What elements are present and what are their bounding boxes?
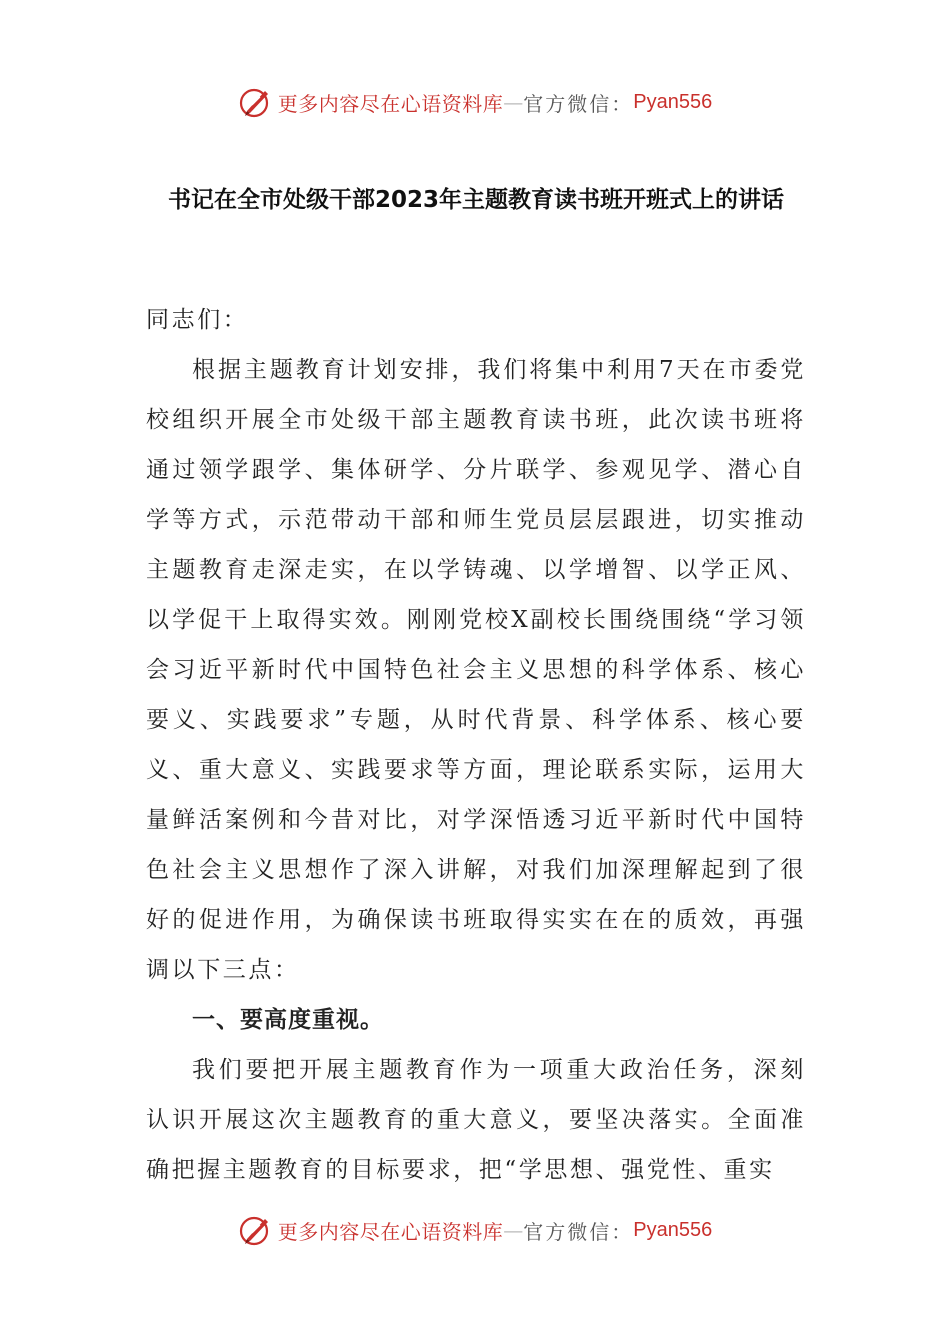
quill-logo-icon xyxy=(238,85,272,119)
paragraph-2: 我们要把开展主题教育作为一项重大政治任务，深刻认识开展这次主题教育的重大意义，要坚决落实。全面准确把握主题教育的目标要求，把“学思想、强党性、重实 xyxy=(146,1057,806,1183)
watermark-site-text: 更多内容尽在心语资料库 xyxy=(277,1219,504,1244)
quill-logo-icon xyxy=(238,1213,272,1247)
watermark-site-text: 更多内容尽在心语资料库 xyxy=(277,91,504,116)
watermark-banner-top xyxy=(0,80,950,124)
watermark-dash: — xyxy=(503,1218,524,1242)
watermark-dash: — xyxy=(503,90,524,114)
salutation: 同志们： xyxy=(146,307,249,333)
watermark-banner-bottom xyxy=(0,1208,950,1252)
section-1-heading: 一、要高度重视。 xyxy=(192,1007,384,1033)
watermark-wechat-id: Pyan556 xyxy=(633,1218,713,1241)
paragraph-1: 根据主题教育计划安排，我们将集中利用7天在市委党校组织开展全市处级干部主题教育读书班，此次读书班将通过领学跟学、集体研学、分片联学、参观见学、潜心自学等方式，示范带动干部和师生党员层层跟进，切实推动主题教育走深走实，在以学铸魂、以学增智、以学正风、以学促干上取得实效。刚刚党校X副校长围绕围绕“学习领会习近平新时代中国特色社会主义思想的科学体系、核心要义、实践要求”专题，从时代背景、科学体系、核心要义、重大意义、实践要求等方面，理论联系实际，运用大量鲜活案例和今昔对比，对学深悟透习近平新时代中国特色社会主义思想作了深入讲解，对我们加深理解起到了很好的促进作用，为确保读书班取得实实在在的质效，再强调以下三点： xyxy=(146,357,806,983)
document-body xyxy=(146,295,806,1195)
watermark-wechat-id: Pyan556 xyxy=(633,90,713,113)
document-title: 书记在全市处级干部2023年主题教育读书班开班式上的讲话 xyxy=(167,187,784,213)
watermark-label: 官方微信： xyxy=(523,1219,634,1244)
watermark-label: 官方微信： xyxy=(523,91,634,116)
